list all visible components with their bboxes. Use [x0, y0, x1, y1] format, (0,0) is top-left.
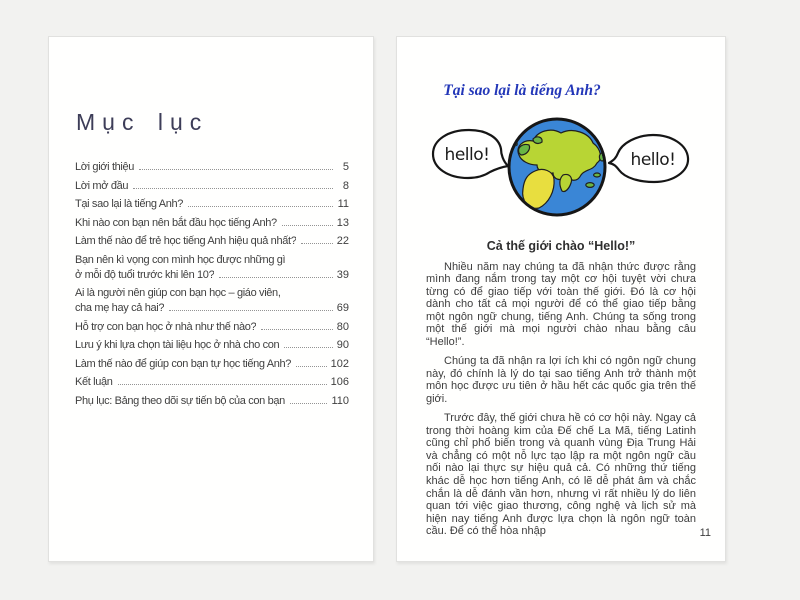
toc-list: [75, 160, 349, 409]
toc-item: [75, 394, 349, 409]
toc-item-label: Ai là người nên giúp con bạn học – giáo viên,: [75, 287, 281, 299]
toc-leader-dots: [133, 188, 333, 189]
toc-leader-dots: [188, 206, 333, 207]
toc-item-label: Khi nào con bạn nên bắt đầu học tiếng Anh?: [75, 216, 277, 229]
globe-hello-illustration: [411, 113, 711, 233]
hello-text-right: hello!: [630, 150, 676, 170]
toc-item-label: Làm thế nào để giúp con bạn tự học tiếng Anh?: [75, 357, 292, 370]
toc-item: [75, 197, 349, 212]
hello-text-left: hello!: [444, 145, 490, 165]
body-paragraph: Nhiều năm nay chúng ta đã nhận thức được rằng mình đang nắm trong tay một cơ hội tuyệt vời chưa từng có để giao tiếp với toàn thế giới. Đó là cơ hội dành cho tất cả mọi người để có thể giao tiếp bằng một ngôn ngữ chung, tiếng Anh. Chúng ta sống trong một thế giới mà mọi người chào nhau bằng câu “Hello!”.: [426, 260, 696, 349]
toc-leader-dots: [290, 403, 328, 404]
toc-leader-dots: [169, 310, 333, 311]
toc-item-page: 90: [336, 339, 349, 351]
toc-leader-dots: [219, 277, 332, 278]
toc-item-page: 5: [342, 161, 349, 173]
section-heading: Cả thế giới chào “Hello!”: [486, 239, 636, 253]
toc-item: [75, 357, 349, 372]
toc-item-page: 22: [336, 235, 349, 247]
toc-item-page: 80: [336, 320, 349, 333]
toc-item: [75, 216, 349, 231]
toc-item: [75, 320, 349, 335]
toc-item-label: Lưu ý khi lựa chọn tài liệu học ở nhà cho con: [75, 339, 280, 351]
toc-item-label: Làm thế nào để trẻ học tiếng Anh hiệu quả nhất?: [75, 235, 297, 247]
toc-item: [75, 160, 349, 175]
globe-icon: [509, 119, 605, 215]
toc-item-label: ở mỗi độ tuổi trước khi lên 10?: [75, 268, 215, 281]
toc-item-page: 69: [336, 302, 349, 314]
toc-item-page: 39: [336, 268, 349, 281]
body-paragraph: Chúng ta đã nhận ra lợi ích khi có ngôn ngữ chung này, đó chính là lý do tại sao tiếng Anh trở thành một môn học được ưu tiên ở hầu hết các quốc gia trên thế giới.: [426, 355, 696, 405]
toc-item: [75, 253, 349, 283]
toc-item-page: 13: [336, 216, 349, 229]
speech-bubble-left: [433, 130, 508, 178]
page-number: 11: [699, 527, 711, 539]
toc-item-page: 106: [330, 376, 349, 388]
toc-title: Mục lục: [76, 109, 209, 135]
chapter-title: Tại sao lại là tiếng Anh?: [443, 82, 601, 99]
toc-item-label: Kết luận: [75, 376, 113, 388]
speech-bubble-right: [609, 135, 688, 182]
toc-leader-dots: [282, 225, 333, 226]
toc-item: [75, 234, 349, 249]
toc-leader-dots: [284, 347, 332, 348]
toc-item-page: 110: [331, 394, 349, 407]
toc-item: [75, 286, 349, 316]
toc-item-page: 102: [330, 357, 349, 370]
left-page: [48, 36, 374, 562]
toc-item: [75, 179, 349, 194]
toc-item-label: Tại sao lại là tiếng Anh?: [75, 198, 184, 210]
toc-item-label: Bạn nên kì vọng con mình học được những gì: [75, 253, 286, 266]
toc-item-label: Hỗ trợ con bạn học ở nhà như thế nào?: [75, 320, 257, 333]
toc-item: [75, 375, 349, 390]
chapter-body: [397, 261, 725, 538]
toc-leader-dots: [261, 329, 332, 330]
toc-item-label: Lời giới thiệu: [75, 161, 135, 173]
toc-leader-dots: [139, 169, 333, 170]
toc-leader-dots: [296, 366, 327, 367]
toc-leader-dots: [301, 243, 332, 244]
toc-item-label: cha mẹ hay cả hai?: [75, 302, 165, 314]
toc-item: [75, 338, 349, 353]
right-page: [396, 36, 726, 562]
toc-item-page: 8: [342, 179, 349, 192]
toc-item-label: Lời mở đầu: [75, 179, 129, 192]
toc-item-label: Phụ lục: Bảng theo dõi sự tiến bộ của con bạn: [75, 394, 285, 407]
body-paragraph: Trước đây, thế giới chưa hề có cơ hội này. Ngay cả trong thời hoàng kim của Đế chế La Mã, tiếng Latinh cũng chỉ phổ biến trong và quanh vùng Địa Trung Hải và chẳng có một nỗ lực tạo lập ra một ngôn ngữ cầu nối nào lại thực sự hiệu quả cả. Có những thứ tiếng khác dễ học hơn tiếng Anh, có lẽ dễ phát âm và chắc chắn là dễ đánh vần hơn, nhưng vì rất nhiều lý do liên quan tới việc giao thương, công nghệ và lịch sử mà hiện nay tiếng Anh được lựa chọn là ngôn ngữ toàn cầu. Để có thể hòa nhập: [426, 412, 696, 538]
toc-leader-dots: [118, 384, 327, 385]
toc-item-page: 11: [337, 198, 349, 210]
